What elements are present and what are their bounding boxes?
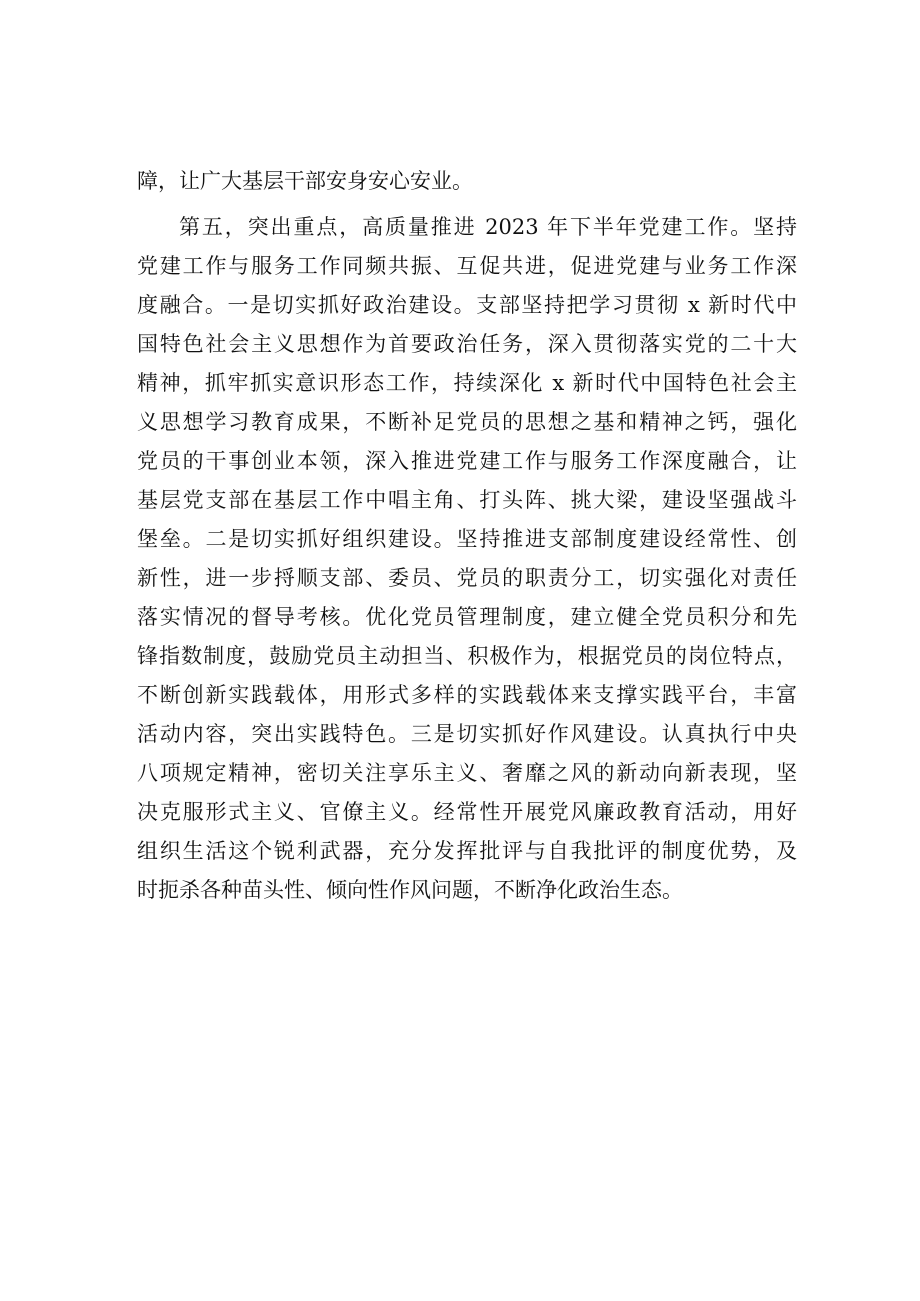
text-line: 新性，进一步捋顺支部、委员、党员的职责分工，切实强化对责任 bbox=[137, 566, 797, 590]
text-line: 义思想学习教育成果，不断补足党员的思想之基和精神之钙，强化 bbox=[137, 410, 797, 434]
text-line: 第五，突出重点，高质量推进 2023 年下半年党建工作。坚持 bbox=[179, 215, 797, 239]
paragraph-gap bbox=[137, 201, 797, 208]
text-line: 锋指数制度，鼓励党员主动担当、积极作为，根据党员的岗位特点， bbox=[137, 644, 797, 668]
text-line: 不断创新实践载体，用形式多样的实践载体来支撑实践平台，丰富 bbox=[137, 683, 797, 707]
text-line: 堡垒。二是切实抓好组织建设。坚持推进支部制度建设经常性、创 bbox=[137, 527, 797, 551]
text-line: 八项规定精神，密切关注享乐主义、奢靡之风的新动向新表现，坚 bbox=[137, 761, 797, 785]
text-line: 时扼杀各种苗头性、倾向性作风问题，不断净化政治生态。 bbox=[137, 878, 683, 902]
text-line: 精神，抓牢抓实意识形态工作，持续深化 x 新时代中国特色社会主 bbox=[137, 371, 797, 395]
text-line: 国特色社会主义思想作为首要政治任务，深入贯彻落实党的二十大 bbox=[137, 332, 797, 356]
text-line: 党建工作与服务工作同频共振、互促共进，促进党建与业务工作深 bbox=[137, 254, 797, 278]
paragraph-1 bbox=[137, 162, 797, 201]
text-line: 决克服形式主义、官僚主义。经常性开展党风廉政教育活动，用好 bbox=[137, 800, 797, 824]
text-line: 活动内容，突出实践特色。三是切实抓好作风建设。认真执行中央 bbox=[137, 722, 797, 746]
document-body bbox=[137, 162, 797, 910]
text-line: 基层党支部在基层工作中唱主角、打头阵、挑大梁，建设坚强战斗 bbox=[137, 488, 797, 512]
text-line: 组织生活这个锐利武器，充分发挥批评与自我批评的制度优势，及 bbox=[137, 839, 797, 863]
text-line: 障，让广大基层干部安身安心安业。 bbox=[137, 169, 473, 193]
text-line: 党员的干事创业本领，深入推进党建工作与服务工作深度融合，让 bbox=[137, 449, 797, 473]
paragraph-2 bbox=[137, 208, 797, 910]
text-line: 落实情况的督导考核。优化党员管理制度，建立健全党员积分和先 bbox=[137, 605, 797, 629]
text-line: 度融合。一是切实抓好政治建设。支部坚持把学习贯彻 x 新时代中 bbox=[137, 293, 797, 317]
